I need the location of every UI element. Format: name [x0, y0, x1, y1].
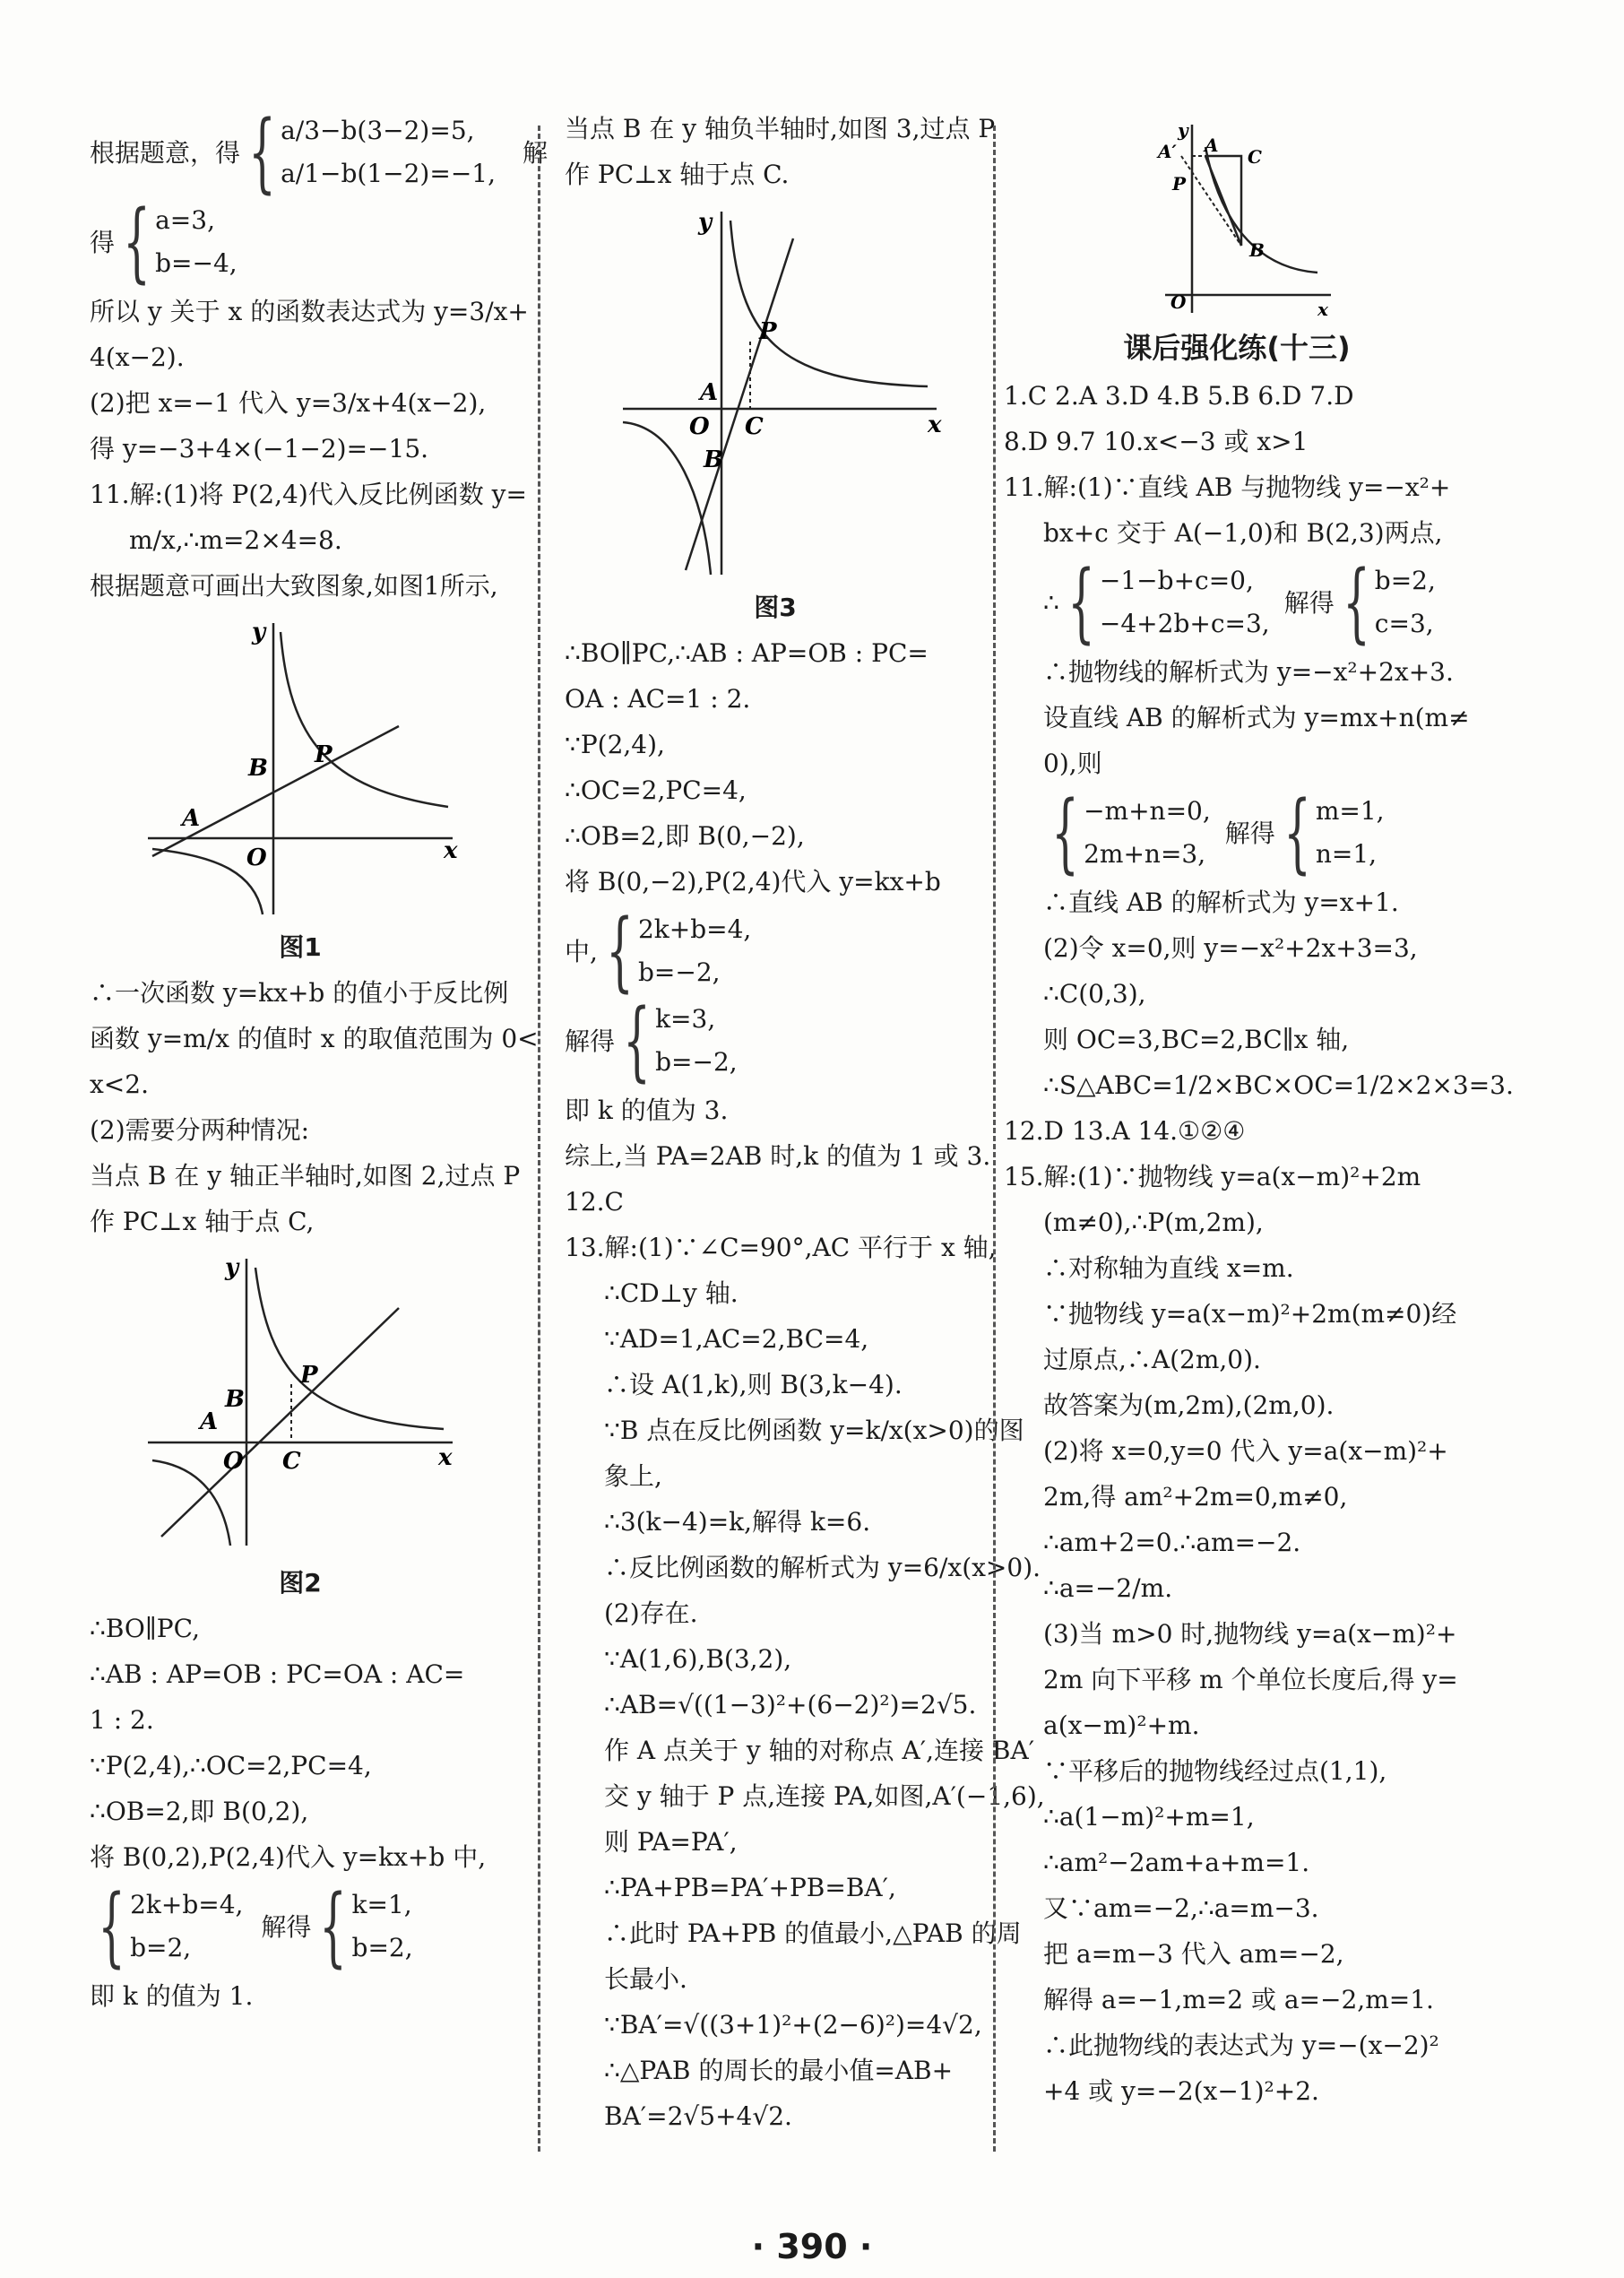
line-graph — [152, 726, 399, 856]
hyperbola-branch — [730, 221, 928, 386]
left-brace: { — [606, 901, 634, 1001]
text-line: 把 a=m−3 代入 am=−2, — [1043, 1939, 1344, 1969]
left-brace: { — [623, 991, 651, 1091]
axis-label-x: x — [928, 411, 942, 438]
equation-row: a/3−b(3−2)=5, — [281, 116, 475, 145]
text-line: bx+c 交于 A(−1,0)和 B(2,3)两点, — [1043, 518, 1443, 548]
text-line: 将 B(0,−2),P(2,4)代入 y=kx+b — [565, 867, 941, 896]
left-brace: { — [1342, 552, 1370, 653]
text-line: (2)将 x=0,y=0 代入 y=a(x−m)²+ — [1043, 1436, 1448, 1466]
text-line: ∴此抛物线的表达式为 y=−(x−2)² — [1043, 2031, 1439, 2060]
equation-row: −1−b+c=0, — [1099, 566, 1254, 595]
column-3 — [1004, 106, 1514, 2114]
equation-row: b=2, — [351, 1933, 413, 1962]
equation-row: k=3, — [655, 1004, 716, 1034]
text-line: ∴OB=2,即 B(0,−2), — [565, 821, 805, 851]
equation-row: 2k+b=4, — [130, 1890, 244, 1919]
axis-label-y: y — [225, 1254, 239, 1281]
text-line: 1.C 2.A 3.D 4.B 5.B 6.D 7.D — [1004, 381, 1354, 411]
origin-label: O — [246, 845, 267, 871]
figure-caption: 图2 — [279, 1568, 322, 1598]
point-label-a: A — [1205, 134, 1219, 156]
equation-row: m=1, — [1315, 796, 1385, 826]
text-line: 2m,得 am²+2m=0,m≠0, — [1043, 1482, 1348, 1511]
text-line: 12.D 13.A 14.①②④ — [1004, 1116, 1246, 1146]
system-label: 中, — [565, 936, 598, 966]
text-line: ∴一次函数 y=kx+b 的值小于反比例 — [90, 978, 509, 1008]
axis-label-y: y — [698, 209, 713, 236]
equation-row: b=−4, — [155, 248, 238, 278]
hyperbola-branch — [281, 632, 448, 807]
text-line: (2)令 x=0,则 y=−x²+2x+3=3, — [1043, 933, 1418, 963]
column-2 — [565, 106, 1045, 2139]
point-label-p: P — [300, 1362, 318, 1389]
point-label-c: C — [745, 413, 764, 440]
equation-system-5 — [565, 991, 986, 1091]
text-line: (3)当 m>0 时,抛物线 y=a(x−m)²+ — [1043, 1619, 1457, 1649]
text-line: (2)存在. — [604, 1598, 698, 1628]
equation-system-3 — [90, 1876, 511, 1977]
figure-13-graph — [1138, 111, 1335, 317]
text-line: 即 k 的值为 1. — [90, 1981, 254, 2011]
text-line: ∴此时 PA+PB 的值最小,△PAB 的周 — [604, 1919, 1022, 1948]
text-line: 综上,当 PA=2AB 时,k 的值为 1 或 3. — [565, 1141, 991, 1171]
equation-row: b=−2, — [655, 1047, 738, 1077]
left-brace: { — [1067, 552, 1095, 653]
system-label: 解得 — [261, 1911, 312, 1942]
text-line: ∵P(2,4), — [565, 730, 665, 759]
axis-label-x: x — [438, 1444, 453, 1471]
equation-row: b=2, — [1374, 566, 1436, 595]
point-label-p: P — [1172, 173, 1187, 195]
text-line: 12.C — [565, 1187, 624, 1217]
text-line: ∴抛物线的解析式为 y=−x²+2x+3. — [1043, 657, 1454, 687]
text-line: 1 : 2. — [90, 1705, 154, 1735]
left-brace: { — [1283, 783, 1311, 883]
text-line: a(x−m)²+m. — [1043, 1711, 1200, 1740]
text-line: 交 y 轴于 P 点,连接 PA,如图,A′(−1,6), — [604, 1781, 1045, 1811]
left-brace: { — [123, 192, 151, 292]
axis-label-x: x — [1317, 299, 1328, 317]
hyperbola-branch — [255, 1268, 444, 1429]
point-label-a-prime: A′ — [1158, 141, 1177, 162]
text-line: ∴a(1−m)²+m=1, — [1043, 1802, 1255, 1832]
text-line: +4 或 y=−2(x−1)²+2. — [1043, 2076, 1319, 2106]
text-line: OA : AC=1 : 2. — [565, 684, 751, 714]
point-label-b: B — [225, 1386, 245, 1413]
hyperbola-branch — [623, 422, 711, 575]
text-line: ∴BO∥PC, — [90, 1614, 200, 1643]
figure-caption: 图1 — [279, 932, 322, 962]
point-label-b: B — [704, 446, 723, 473]
equation-system-1 — [90, 102, 549, 203]
text-line: (2)把 x=−1 代入 y=3/x+4(x−2), — [90, 388, 487, 418]
column-1 — [90, 102, 549, 2019]
point-label-b: B — [1249, 239, 1265, 261]
text-line: 设直线 AB 的解析式为 y=mx+n(m≠ — [1043, 703, 1470, 732]
text-line: ∴a=−2/m. — [1043, 1573, 1173, 1603]
text-line: ∴△PAB 的周长的最小值=AB+ — [604, 2056, 954, 2085]
equation-row: 2k+b=4, — [637, 914, 752, 944]
equation-row: −4+2b+c=3, — [1099, 609, 1270, 638]
text-line: ∴BO∥PC,∴AB : AP=OB : PC= — [565, 638, 929, 668]
text-line: ∵P(2,4),∴OC=2,PC=4, — [90, 1751, 372, 1780]
point-label-a: A — [182, 805, 201, 832]
point-label-b: B — [248, 755, 268, 782]
text-line: ∴CD⊥y 轴. — [604, 1278, 739, 1308]
text-line: ∴直线 AB 的解析式为 y=x+1. — [1043, 888, 1399, 917]
text-line: ∴S△ABC=1/2×BC×OC=1/2×2×3=3. — [1043, 1070, 1514, 1100]
text-line: 8.D 9.7 10.x<−3 或 x>1 — [1004, 427, 1309, 456]
text-line: 当点 B 在 y 轴负半轴时,如图 3,过点 P — [565, 114, 996, 143]
text-line: ∴对称轴为直线 x=m. — [1043, 1253, 1294, 1283]
page-number-value: 390 — [776, 2227, 848, 2266]
equation-row: b=−2, — [637, 957, 721, 987]
left-brace: { — [98, 1876, 125, 1977]
point-label-a: A — [700, 379, 719, 406]
origin-label: O — [689, 413, 710, 440]
axis-label-x: x — [444, 837, 458, 864]
text-line: 11.解:(1)∵直线 AB 与抛物线 y=−x²+ — [1004, 472, 1451, 502]
text-line: 11.解:(1)将 P(2,4)代入反比例函数 y= — [90, 480, 527, 509]
text-line: ∴设 A(1,k),则 B(3,k−4). — [604, 1370, 903, 1399]
equation-row: b=2, — [130, 1933, 192, 1962]
text-line: 作 PC⊥x 轴于点 C, — [90, 1207, 315, 1236]
figure-3-graph — [605, 203, 946, 579]
text-line: 故答案为(m,2m),(2m,0). — [1043, 1390, 1335, 1420]
figure-2-graph — [139, 1250, 462, 1555]
text-line: ∴OB=2,即 B(0,2), — [90, 1797, 309, 1826]
equation-row: n=1, — [1315, 839, 1378, 869]
text-line: ∵抛物线 y=a(x−m)²+2m(m≠0)经 — [1043, 1299, 1457, 1329]
text-line: ∴反比例函数的解析式为 y=6/x(x>0). — [604, 1553, 1041, 1582]
text-line: 所以 y 关于 x 的函数表达式为 y=3/x+ — [90, 297, 529, 326]
text-line: 象上, — [604, 1461, 662, 1491]
system-label: 解得 — [1224, 818, 1275, 848]
system-label: 解得 — [565, 1026, 616, 1056]
text-line: 作 A 点关于 y 轴的对称点 A′,连接 BA′ — [604, 1736, 1035, 1765]
equation-row: a=3, — [155, 205, 215, 235]
text-line: 2m 向下平移 m 个单位长度后,得 y= — [1043, 1665, 1458, 1694]
text-line: ∵平移后的抛物线经过点(1,1), — [1043, 1756, 1387, 1786]
figure-1-graph — [139, 614, 462, 919]
equation-system-2 — [90, 192, 511, 292]
column-divider — [538, 126, 540, 2152]
text-line: ∴OC=2,PC=4, — [565, 775, 747, 805]
text-line: 0),则 — [1043, 749, 1102, 778]
text-line: 将 B(0,2),P(2,4)代入 y=kx+b 中, — [90, 1842, 487, 1872]
text-line: 4(x−2). — [90, 342, 185, 372]
text-line: BA′=2√5+4√2. — [604, 2101, 792, 2131]
text-line: 解得 a=−1,m=2 或 a=−2,m=1. — [1043, 1985, 1434, 2014]
left-brace: { — [319, 1876, 348, 1977]
text-line: 函数 y=m/x 的值时 x 的取值范围为 0< — [90, 1024, 539, 1053]
system-label: 解得 — [1283, 587, 1335, 618]
text-line: ∴AB : AP=OB : PC=OA : AC= — [90, 1659, 465, 1689]
section-title: 课后强化练(十三) — [1123, 331, 1351, 365]
text-line: 根据题意可画出大致图象,如图1所示, — [90, 571, 498, 601]
system-label: ∴ — [1043, 587, 1059, 618]
text-line: ∵A(1,6),B(3,2), — [604, 1644, 792, 1674]
text-line: (2)需要分两种情况: — [90, 1115, 310, 1145]
column-divider — [993, 126, 996, 2152]
origin-label: O — [223, 1448, 244, 1475]
axis-label-y: y — [1178, 119, 1188, 141]
text-line: (m≠0),∴P(m,2m), — [1043, 1208, 1264, 1237]
axis-label-y: y — [252, 619, 266, 645]
text-line: 则 PA=PA′, — [604, 1827, 738, 1857]
point-label-a: A — [200, 1408, 219, 1435]
system-label: 根据题意，得 — [90, 137, 241, 168]
equation-row: −m+n=0, — [1084, 796, 1211, 826]
text-line: 作 PC⊥x 轴于点 C. — [565, 160, 790, 189]
text-line: 15.解:(1)∵抛物线 y=a(x−m)²+2m — [1004, 1162, 1421, 1191]
equation-row: a/1−b(1−2)=−1, — [281, 159, 496, 188]
text-line: 13.解:(1)∵∠C=90°,AC 平行于 x 轴, — [565, 1233, 997, 1262]
system-tail: 解 — [523, 137, 549, 168]
text-line: ∴PA+PB=PA′+PB=BA′, — [604, 1873, 896, 1902]
left-brace: { — [248, 102, 276, 203]
text-line: ∵B 点在反比例函数 y=k/x(x>0)的图 — [604, 1416, 1024, 1445]
text-line: ∵AD=1,AC=2,BC=4, — [604, 1324, 869, 1354]
equation-row: 2m+n=3, — [1084, 839, 1206, 869]
equation-system-4 — [565, 901, 986, 1001]
text-line: 即 k 的值为 3. — [565, 1096, 729, 1125]
equation-system-7 — [1004, 783, 1470, 883]
text-line: ∴AB=√((1−3)²+(6−2)²)=2√5. — [604, 1690, 977, 1719]
text-line: ∴am²−2am+a+m=1. — [1043, 1848, 1310, 1877]
text-line: 当点 B 在 y 轴正半轴时,如图 2,过点 P — [90, 1161, 521, 1191]
left-brace: { — [1051, 783, 1079, 883]
text-line: 过原点,∴A(2m,0). — [1043, 1345, 1261, 1374]
figure-caption: 图3 — [754, 593, 797, 622]
text-line: ∴C(0,3), — [1043, 979, 1146, 1009]
text-line: ∴am+2=0.∴am=−2. — [1043, 1528, 1301, 1557]
equation-system-6 — [1004, 552, 1470, 653]
text-line: m/x,∴m=2×4=8. — [129, 525, 342, 555]
point-label-p: P — [759, 318, 777, 345]
text-line: 又∵am=−2,∴a=m−3. — [1043, 1893, 1319, 1923]
text-line: ∵BA′=√((3+1)²+(2−6)²)=4√2, — [604, 2010, 982, 2040]
text-line: 得 y=−3+4×(−1−2)=−15. — [90, 434, 429, 463]
text-line: ∴3(k−4)=k,解得 k=6. — [604, 1507, 871, 1537]
text-line: 则 OC=3,BC=2,BC∥x 轴, — [1043, 1025, 1350, 1054]
line-graph — [161, 1308, 399, 1537]
page-number: · 390 · — [751, 2227, 873, 2266]
text-line: 长最小. — [604, 1964, 687, 1994]
point-label-p: P — [315, 741, 333, 768]
point-label-c: C — [282, 1448, 301, 1475]
equation-row: k=1, — [351, 1890, 412, 1919]
origin-label: O — [1170, 291, 1187, 313]
system-label: 得 — [90, 227, 116, 257]
point-label-c: C — [1248, 146, 1262, 168]
equation-row: c=3, — [1374, 609, 1434, 638]
text-line: x<2. — [90, 1070, 149, 1099]
